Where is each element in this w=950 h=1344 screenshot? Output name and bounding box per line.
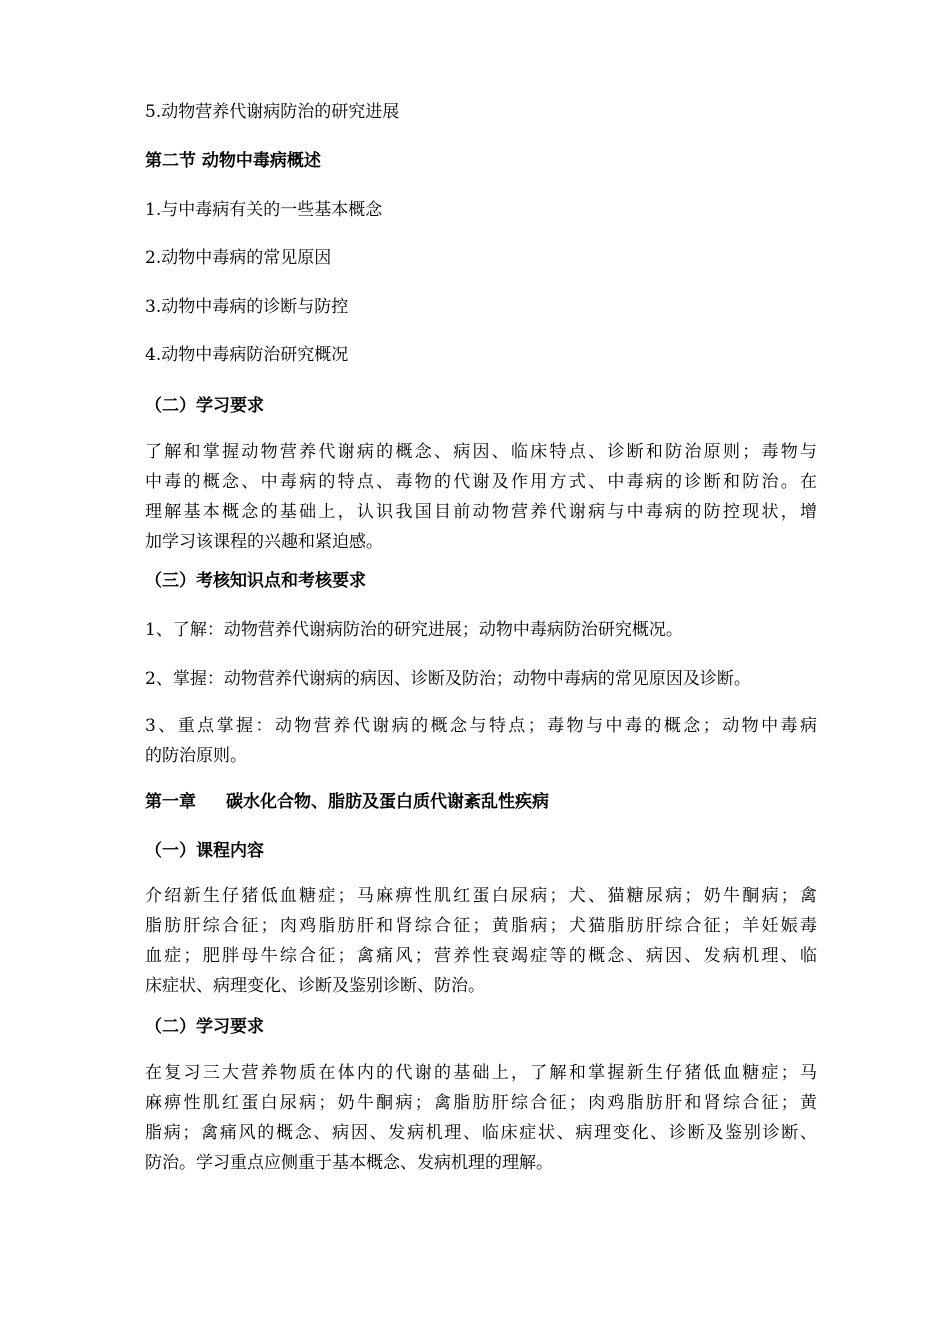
paragraph-line: 理解基本概念的基础上，认识我国目前动物营养代谢病与中毒病的防控现状，增 <box>145 502 817 522</box>
chapter1-content-heading: （一）课程内容 <box>145 841 264 861</box>
chapter1-content-paragraph <box>145 881 817 1001</box>
paragraph-line: 血症；肥胖母牛综合征；禽痛风；营养性衰竭症等的概念、病因、发病机理、临 <box>145 946 817 966</box>
chapter1-requirements-paragraph <box>145 1058 817 1178</box>
section2-item-3: 3.动物中毒病的诊断与防控 <box>145 297 349 317</box>
paragraph-line: 麻痹性肌红蛋白尿病；奶牛酮病；禽脂肪肝综合征；肉鸡脂肪肝和肾综合征；黄 <box>145 1093 817 1113</box>
paragraph-line: 的防治原则。 <box>145 746 247 766</box>
intro-assessment-heading: （三）考核知识点和考核要求 <box>145 571 366 591</box>
chapter-title: 碳水化合物、脂肪及蛋白质代谢紊乱性疾病 <box>226 792 549 812</box>
chapter1-requirements-heading: （二）学习要求 <box>145 1017 264 1037</box>
assessment-item-3 <box>145 711 817 771</box>
paragraph-line: 加学习该课程的兴趣和紧迫感。 <box>145 532 383 552</box>
paragraph-line: 脂肪肝综合征；肉鸡脂肪肝和肾综合征；黄脂病；犬猫脂肪肝综合征；羊妊娠毒 <box>145 916 817 936</box>
assessment-item-1: 1、了解：动物营养代谢病防治的研究进展；动物中毒病防治研究概况。 <box>145 620 683 640</box>
section2-title: 第二节 动物中毒病概述 <box>145 151 321 171</box>
assessment-item-2: 2、掌握：动物营养代谢病的病因、诊断及防治；动物中毒病的常见原因及诊断。 <box>145 669 751 689</box>
chapter1-title <box>145 791 549 813</box>
section1-item-5: 5.动物营养代谢病防治的研究进展 <box>145 102 400 122</box>
paragraph-line: 中毒的概念、中毒病的特点、毒物的代谢及作用方式、中毒病的诊断和防治。在 <box>145 472 817 492</box>
paragraph-line: 防治。学习重点应侧重于基本概念、发病机理的理解。 <box>145 1153 553 1173</box>
section2-item-1: 1.与中毒病有关的一些基本概念 <box>145 200 383 220</box>
section2-item-2: 2.动物中毒病的常见原因 <box>145 248 332 268</box>
intro-requirements-heading: （二）学习要求 <box>145 396 264 416</box>
paragraph-line: 了解和掌握动物营养代谢病的概念、病因、临床特点、诊断和防治原则；毒物与 <box>145 442 817 462</box>
chapter-number: 第一章 <box>145 792 196 812</box>
paragraph-line: 在复习三大营养物质在体内的代谢的基础上，了解和掌握新生仔猪低血糖症；马 <box>145 1063 817 1083</box>
paragraph-line: 床症状、病理变化、诊断及鉴别诊断、防治。 <box>145 976 485 996</box>
paragraph-line: 介绍新生仔猪低血糖症；马麻痹性肌红蛋白尿病；犬、猫糖尿病；奶牛酮病；禽 <box>145 886 817 906</box>
paragraph-line: 脂病；禽痛风的概念、病因、发病机理、临床症状、病理变化、诊断及鉴别诊断、 <box>145 1123 817 1143</box>
section2-item-4: 4.动物中毒病防治研究概况 <box>145 345 349 365</box>
paragraph-line: 3、重点掌握：动物营养代谢病的概念与特点；毒物与中毒的概念；动物中毒病 <box>145 716 817 736</box>
intro-requirements-paragraph <box>145 437 817 557</box>
